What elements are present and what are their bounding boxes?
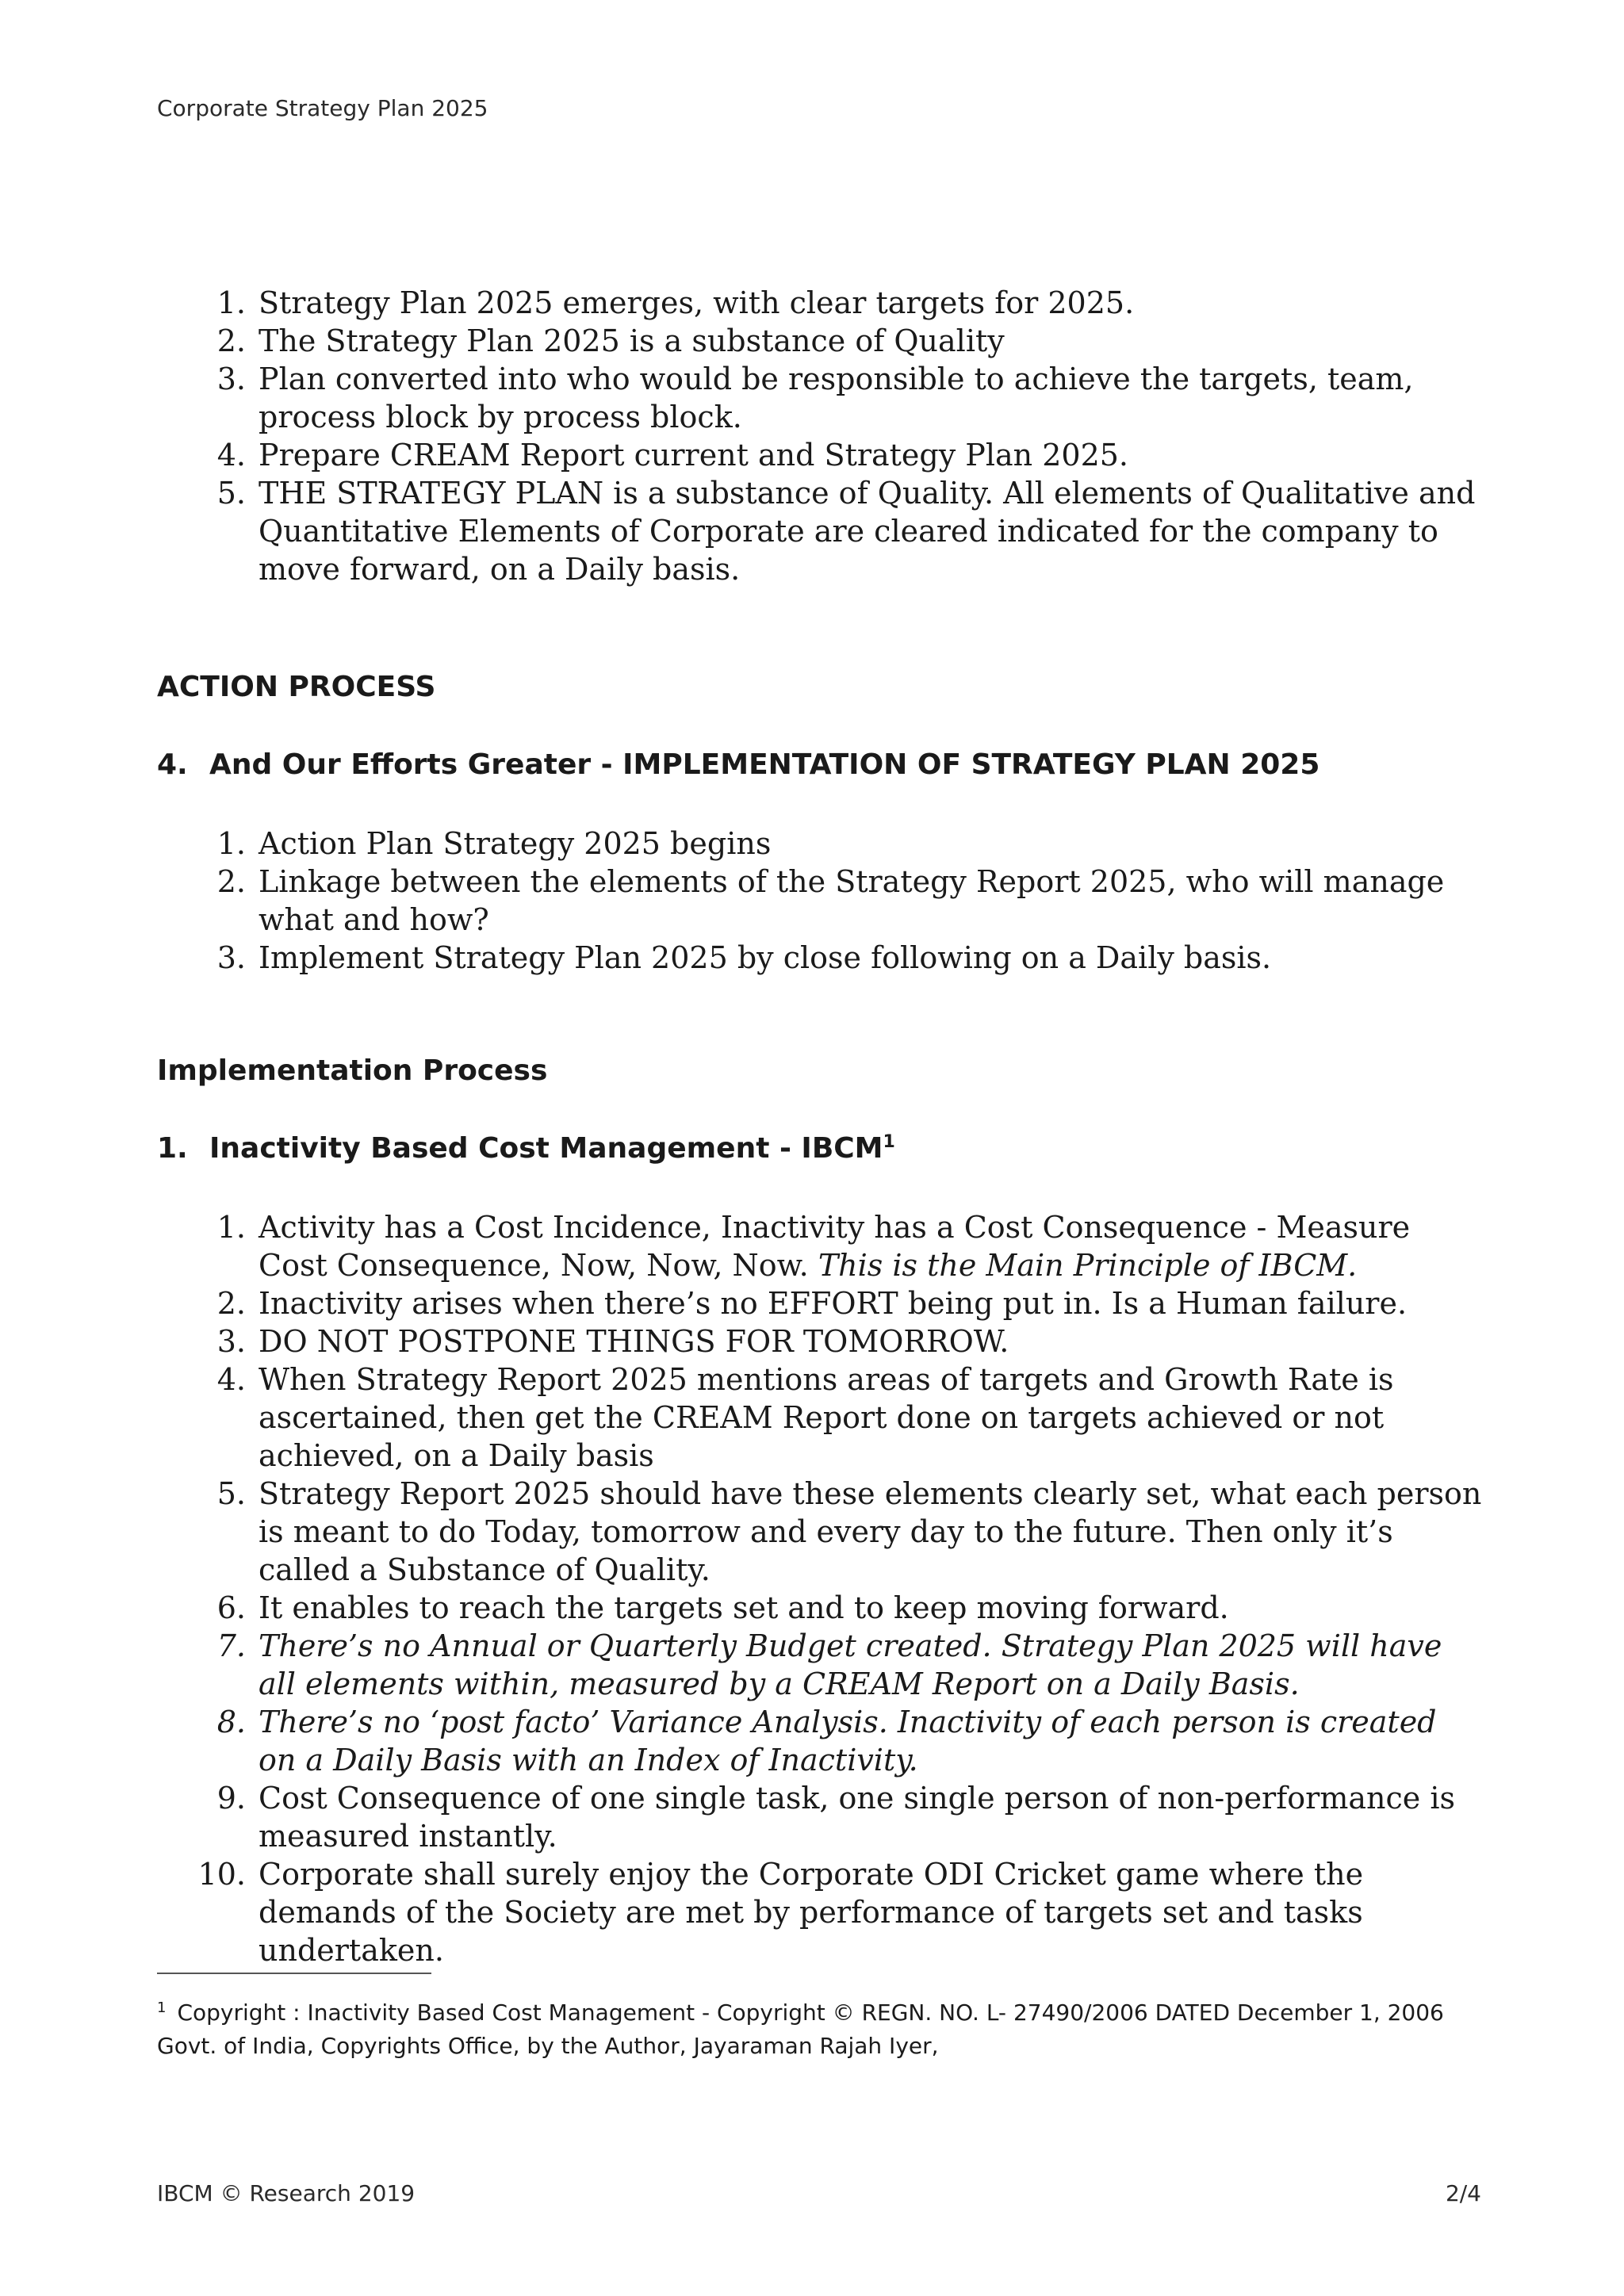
list-item-number: 7. [216, 1628, 246, 1663]
list-item-text: Plan converted into who would be responsible to achieve the targets, team, process block by process block. [259, 362, 1414, 434]
list-item-number: 6. [216, 1590, 246, 1625]
list-item [197, 1855, 1483, 1969]
list-item [206, 474, 1483, 588]
list-item-number: 1. [216, 285, 246, 320]
list-item-text: Corporate shall surely enjoy the Corporate ODI Cricket game where the demands of the Society are met by performance of targets set and tasks undertaken. [259, 1857, 1364, 1968]
list-item-text: Linkage between the elements of the Strategy Report 2025, who will manage what and how? [259, 864, 1445, 937]
list-item [206, 436, 1483, 474]
list-item-text: The Strategy Plan 2025 is a substance of Quality [259, 323, 1005, 358]
list-item [206, 284, 1483, 322]
list-item-number: 5. [216, 1476, 246, 1511]
ibcm-subheading [157, 1132, 895, 1165]
list-item-number: 3. [216, 1324, 246, 1359]
list-item [206, 1475, 1483, 1589]
footnote-reference[interactable]: 1 [883, 1132, 895, 1152]
list-item-text: Cost Consequence of one single task, one single person of non-performance is measured instantly. [259, 1781, 1455, 1854]
list-item-emphasis: This is the Main Principle of IBCM. [818, 1248, 1358, 1283]
page-number: 2/4 [1445, 2180, 1481, 2206]
list-item-number: 5. [216, 476, 246, 511]
list-item-text: When Strategy Report 2025 mentions areas of targets and Growth Rate is ascertained, then get the CREAM Report done on targets achieved or not achieved, on a Daily basis [259, 1362, 1394, 1473]
list-item [206, 939, 1483, 977]
list-item-text: THE STRATEGY PLAN is a substance of Quality. All elements of Qualitative and Quantitative Elements of Corporate are cleared indicated for the company to move forward, on a Daily basis. [259, 476, 1476, 587]
list-item-text: Strategy Report 2025 should have these elements clearly set, what each person is meant to do Today, tomorrow and every day to the future. Then only it’s called a Substance of Quality. [259, 1476, 1482, 1587]
footnote-separator [157, 1973, 431, 1974]
list-item-number: 1. [216, 1210, 246, 1245]
list-item-number: 4. [216, 438, 246, 473]
list-item-number: 3. [216, 362, 246, 396]
list-item-text: Activity has a Cost Incidence, Inactivity has a Cost Consequence - Measure Cost Consequence, Now, Now, Now. [259, 1210, 1411, 1283]
list-item [206, 1589, 1483, 1627]
footer-copyright: IBCM © Research 2019 [157, 2180, 416, 2206]
implementation-strategy-subheading [157, 748, 1320, 781]
subheading-number: 4. [157, 748, 188, 781]
list-item-text: It enables to reach the targets set and to keep moving forward. [259, 1590, 1229, 1625]
list-item-number: 2. [216, 864, 246, 899]
list-item-number: 1. [216, 826, 246, 861]
strategy-plan-list [206, 284, 1483, 588]
footnote-text: Copyright : Inactivity Based Cost Management - Copyright © REGN. NO. L- 27490/2006 DATED December 1, 2006 Govt. of India, Copyrights Office, by the Author, Jayaraman Rajah Iyer, [157, 1999, 1444, 2059]
subheading-number: 1. [157, 1132, 188, 1165]
list-item-text: Inactivity arises when there’s no EFFORT being put in. Is a Human failure. [259, 1286, 1408, 1321]
list-item-text: Prepare CREAM Report current and Strategy Plan 2025. [259, 438, 1129, 473]
list-item-text: There’s no Annual or Quarterly Budget created. Strategy Plan 2025 will have all elements within, measured by a CREAM Report on a Daily Basis. [259, 1628, 1442, 1701]
list-item [206, 360, 1483, 436]
list-item-text: Strategy Plan 2025 emerges, with clear targets for 2025. [259, 285, 1135, 320]
list-item-number: 2. [216, 323, 246, 358]
list-item [206, 1322, 1483, 1360]
list-item-number: 10. [197, 1857, 246, 1892]
list-item-text: There’s no ‘post facto’ Variance Analysis. Inactivity of each person is created on a Daily Basis with an Index of Inactivity. [259, 1705, 1437, 1777]
list-item [206, 1779, 1483, 1855]
list-item-text: Implement Strategy Plan 2025 by close following on a Daily basis. [259, 940, 1272, 975]
list-item [206, 1284, 1483, 1322]
list-item-number: 2. [216, 1286, 246, 1321]
footnote-mark: 1 [157, 1999, 167, 2016]
list-item-number: 8. [216, 1705, 246, 1739]
list-item [206, 1627, 1483, 1703]
list-item [206, 1703, 1483, 1779]
list-item [206, 322, 1483, 360]
list-item-text: DO NOT POSTPONE THINGS FOR TOMORROW. [259, 1324, 1009, 1359]
list-item [206, 863, 1483, 939]
subheading-text: Inactivity Based Cost Management - IBCM [209, 1132, 883, 1165]
action-process-heading: ACTION PROCESS [157, 671, 436, 703]
list-item-number: 9. [216, 1781, 246, 1816]
running-header: Corporate Strategy Plan 2025 [157, 95, 488, 121]
subheading-text: And Our Efforts Greater - IMPLEMENTATION OF STRATEGY PLAN 2025 [209, 748, 1320, 781]
implementation-process-heading: Implementation Process [157, 1054, 548, 1087]
list-item [206, 825, 1483, 863]
list-item-number: 4. [216, 1362, 246, 1397]
list-item [206, 1208, 1483, 1284]
list-item-text: Action Plan Strategy 2025 begins [259, 826, 772, 861]
ibcm-principles-list [197, 1208, 1483, 1969]
list-item [206, 1360, 1483, 1475]
footnote [157, 1996, 1473, 2063]
list-item-number: 3. [216, 940, 246, 975]
action-plan-list [206, 825, 1483, 977]
